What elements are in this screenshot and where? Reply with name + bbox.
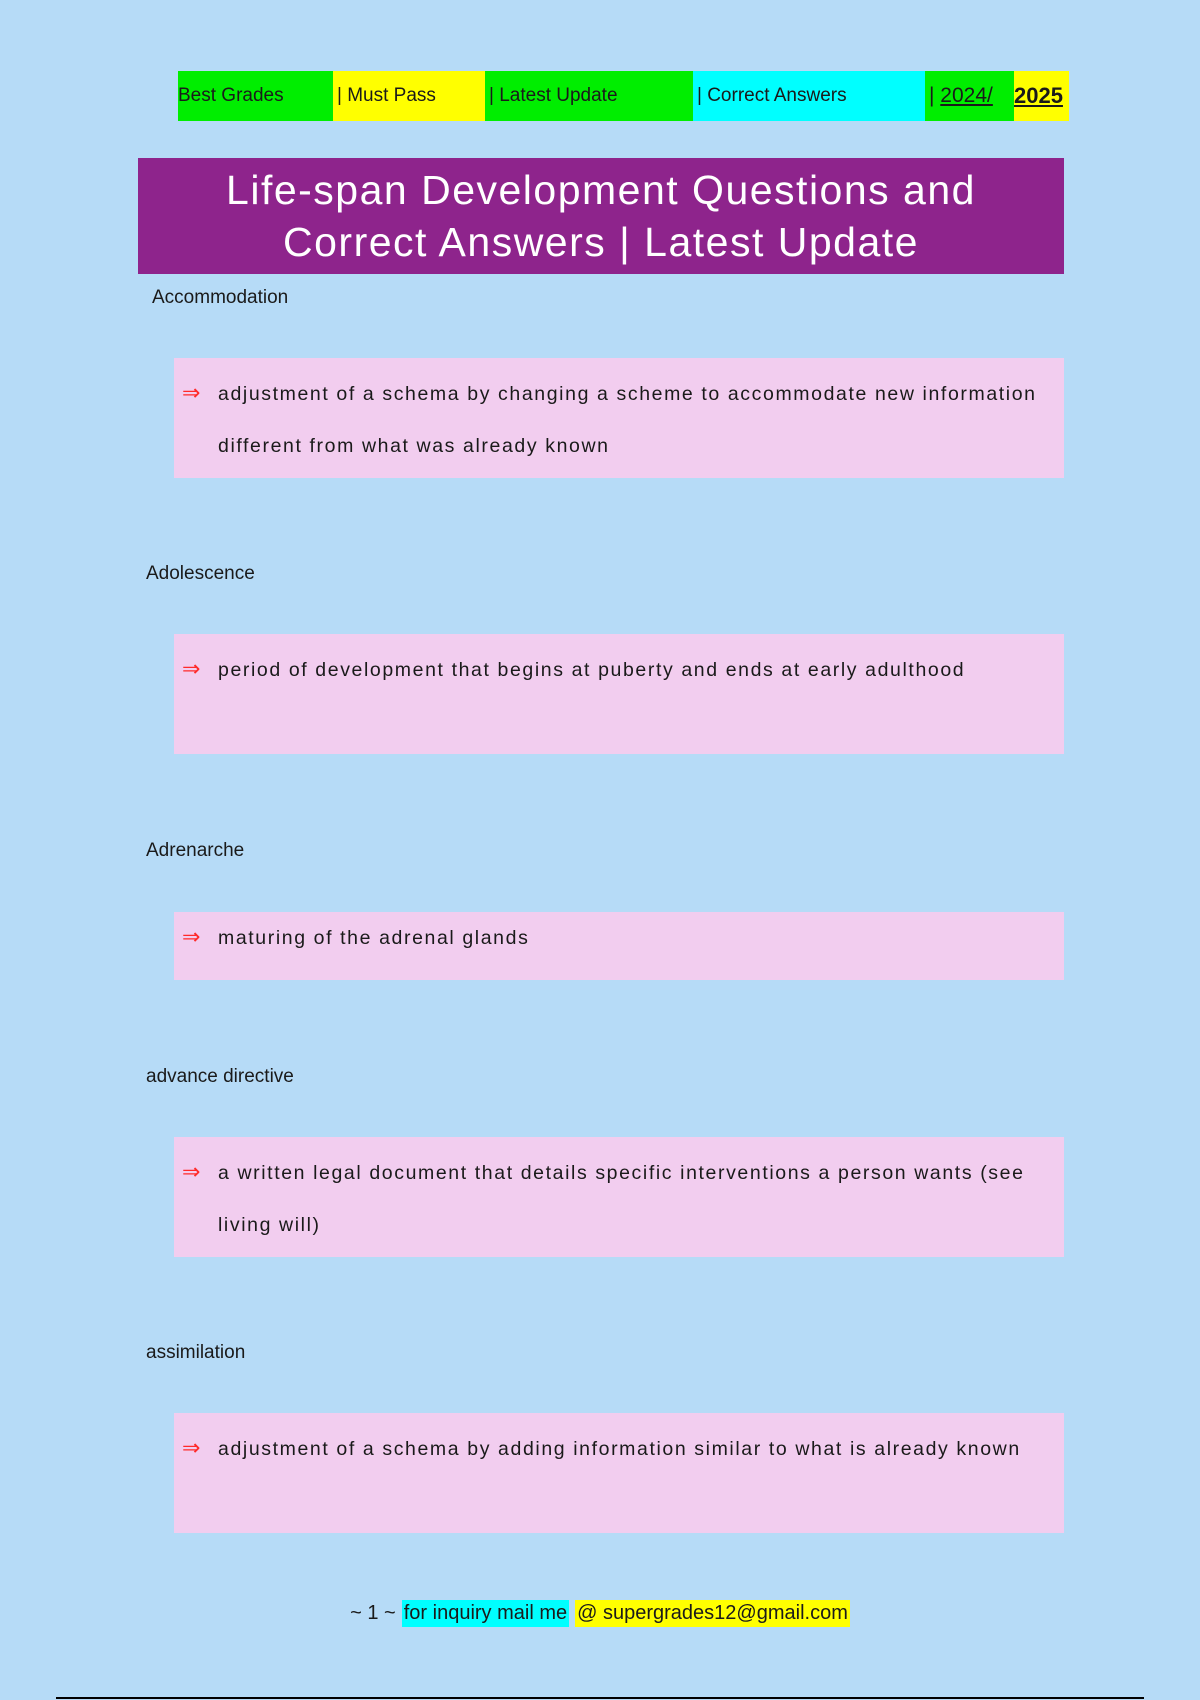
term-heading: Adolescence <box>146 563 255 584</box>
arrow-icon: ⇒ <box>182 381 203 406</box>
arrow-icon: ⇒ <box>182 657 203 682</box>
tag-year-second-label: 2025 <box>1014 83 1063 108</box>
tag-year-first <box>925 71 1014 121</box>
tag-best-grades <box>178 71 333 121</box>
answer-box <box>174 1413 1064 1533</box>
answer-text: maturing of the adrenal glands <box>218 927 530 949</box>
page-title: Life-span Development Questions and Correct Answers | Latest Update <box>226 167 976 265</box>
tag-latest-update-label: | Latest Update <box>489 85 618 106</box>
term-heading: advance directive <box>146 1066 294 1087</box>
tag-must-pass-label: | Must Pass <box>337 85 436 106</box>
term-heading: assimilation <box>146 1342 246 1363</box>
tag-year-second <box>1014 71 1069 121</box>
tag-bar <box>178 71 1069 121</box>
tag-year-separator: | <box>929 84 941 107</box>
arrow-icon: ⇒ <box>182 1436 203 1461</box>
footer-divider <box>56 1697 1144 1699</box>
arrow-icon: ⇒ <box>182 925 203 950</box>
tag-must-pass <box>333 71 485 121</box>
answer-text: a written legal document that details specific interventions a person wants (see living will) <box>218 1162 1025 1236</box>
tag-correct-answers <box>693 71 925 121</box>
tag-latest-update <box>485 71 693 121</box>
contact-email[interactable]: @ supergrades12@gmail.com <box>575 1600 850 1627</box>
answer-box <box>174 1137 1064 1257</box>
answer-box <box>174 634 1064 754</box>
answer-box <box>174 912 1064 980</box>
answer-text: adjustment of a schema by changing a scheme to accommodate new information different from what was already known <box>218 383 1037 457</box>
tag-best-grades-label: Best Grades <box>178 85 284 106</box>
arrow-icon: ⇒ <box>182 1160 203 1185</box>
page-number: ~ 1 ~ <box>350 1602 396 1624</box>
term-heading: Accommodation <box>152 287 289 308</box>
tag-correct-answers-label: | Correct Answers <box>697 85 847 106</box>
answer-text: period of development that begins at puberty and ends at early adulthood <box>218 659 966 681</box>
answer-box <box>174 358 1064 478</box>
term-heading: Adrenarche <box>146 840 245 861</box>
page-footer <box>0 1600 1200 1627</box>
tag-year <box>925 71 1069 121</box>
answer-text: adjustment of a schema by adding information similar to what is already known <box>218 1438 1021 1460</box>
inquiry-text: for inquiry mail me <box>402 1600 569 1627</box>
tag-year-first-label: 2024/ <box>940 84 993 107</box>
title-banner <box>138 158 1064 274</box>
